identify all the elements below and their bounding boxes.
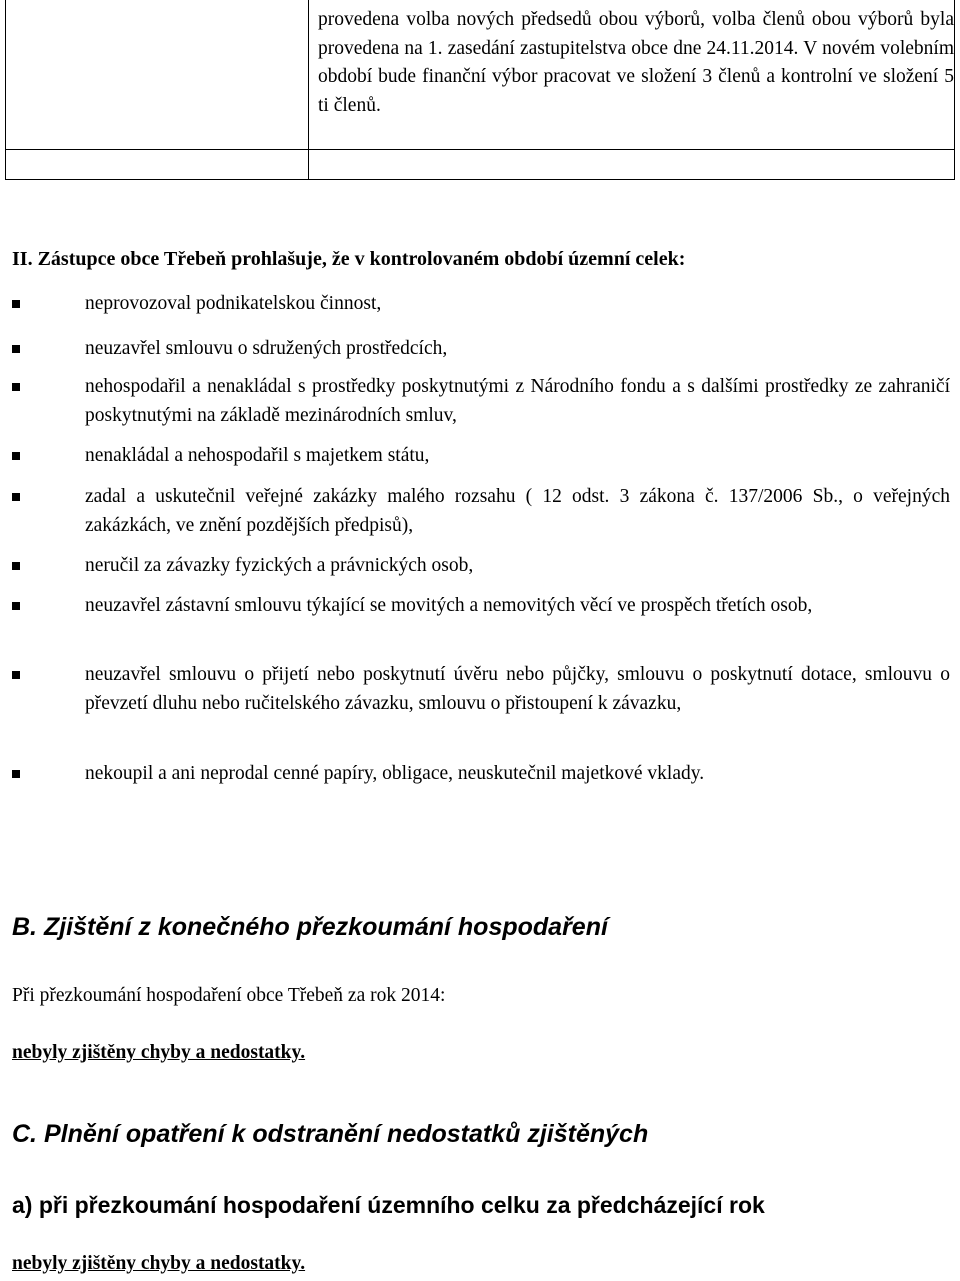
list-item-text: neuzavřel zástavní smlouvu týkající se movitých a nemovitých věcí ve prospěch třetích osob,	[85, 595, 813, 616]
list-item-text: nehospodařil a nenakládal s prostředky poskytnutými z Národního fondu a s dalšími prostředky ze zahraničí poskytnutými na základě mezinárodních smluv,	[85, 376, 950, 426]
square-bullet-icon	[12, 300, 20, 308]
table-column-divider	[308, 0, 309, 179]
section-b-intro: Při přezkoumání hospodaření obce Třebeň za rok 2014:	[12, 985, 446, 1006]
section-b-result: nebyly zjištěny chyby a nedostatky.	[12, 1042, 306, 1063]
list-item-text: neuzavřel smlouvu o přijetí nebo poskytnutí úvěru nebo půjčky, smlouvu o poskytnutí dotace, smlouvu o převzetí dluhu nebo ručitelského závazku, smlouvu o přistoupení k závazku,	[85, 664, 950, 714]
square-bullet-icon	[12, 383, 20, 391]
list-item	[12, 483, 950, 540]
list-item	[12, 290, 950, 319]
list-item	[12, 661, 950, 718]
section-c-title: C. Plnění opatření k odstranění nedostatků zjištěných	[12, 1120, 649, 1148]
list-item-text: neprovozoval podnikatelskou činnost,	[85, 293, 382, 314]
table-cell-text: provedena volba nových předsedů obou výborů, volba členů obou výborů byla provedena na 1. zasedání zastupitelstva obce dne 24.11.2014. V novém volebním období bude finanční výbor pracovat ve složení 3 členů a kontrolní ve složení 5 ti členů.	[318, 9, 954, 117]
table-row-divider	[6, 149, 954, 150]
list-item	[12, 335, 950, 364]
square-bullet-icon	[12, 345, 20, 353]
square-bullet-icon	[12, 671, 20, 679]
square-bullet-icon	[12, 452, 20, 460]
square-bullet-icon	[12, 493, 20, 501]
list-item-text: nenakládal a nehospodařil s majetkem státu,	[85, 445, 430, 466]
section-c-subtitle: a) při přezkoumání hospodaření územního celku za předcházející rok	[12, 1192, 765, 1218]
list-item-text: nekoupil a ani neprodal cenné papíry, obligace, neuskutečnil majetkové vklady.	[85, 763, 705, 784]
list-item	[12, 592, 950, 621]
square-bullet-icon	[12, 770, 20, 778]
list-item	[12, 760, 950, 789]
list-item	[12, 442, 950, 471]
list-item-text: zadal a uskutečnil veřejné zakázky malého rozsahu ( 12 odst. 3 zákona č. 137/2006 Sb., o veřejných zakázkách, ve znění pozdějších předpisů),	[85, 486, 950, 536]
list-item-text: neručil za závazky fyzických a právnických osob,	[85, 555, 474, 576]
section-c-result: nebyly zjištěny chyby a nedostatky.	[12, 1253, 306, 1274]
list-item-text: neuzavřel smlouvu o sdružených prostředcích,	[85, 338, 448, 359]
section-b-title: B. Zjištění z konečného přezkoumání hospodaření	[12, 913, 608, 941]
section-2-heading: II. Zástupce obce Třebeň prohlašuje, že v kontrolovaném období územní celek:	[12, 248, 686, 270]
list-item	[12, 373, 950, 430]
summary-table	[5, 0, 955, 180]
list-item	[12, 552, 950, 581]
square-bullet-icon	[12, 562, 20, 570]
square-bullet-icon	[12, 602, 20, 610]
